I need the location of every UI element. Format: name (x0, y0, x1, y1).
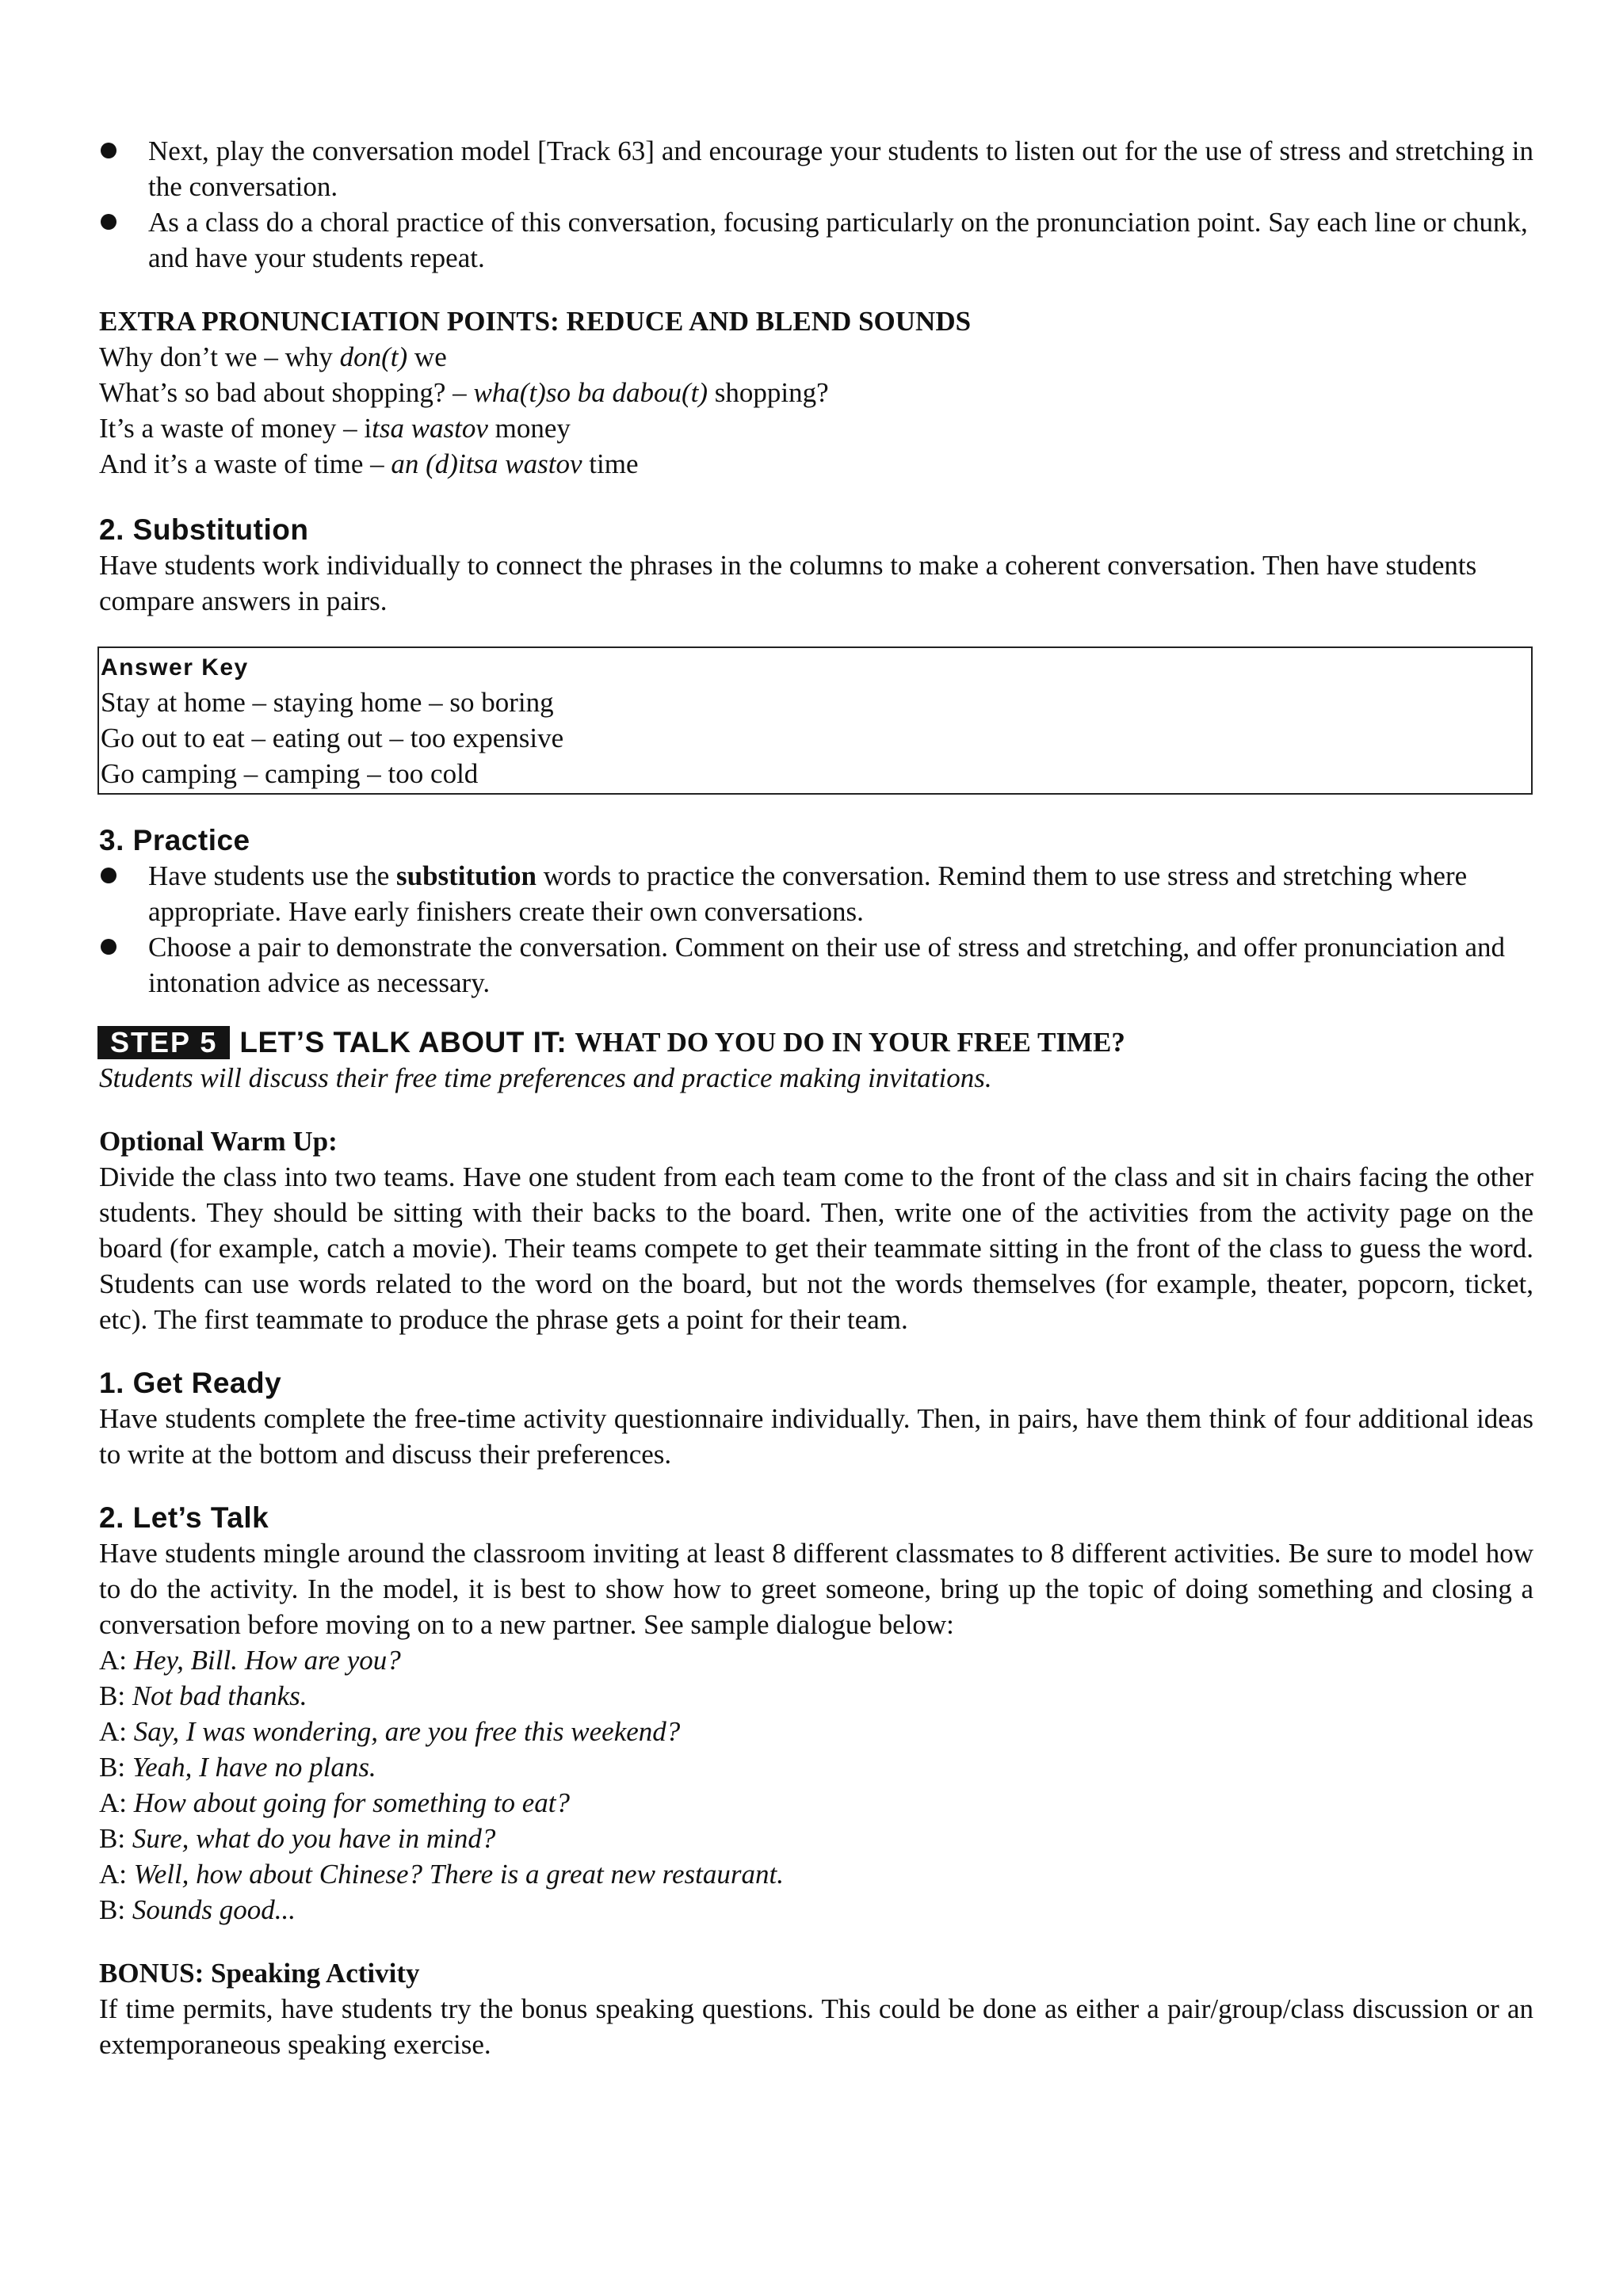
dialogue-line: A: Say, I was wondering, are you free this weekend? (99, 1716, 681, 1747)
intro-bullet-list (99, 133, 1533, 276)
bullet-icon (101, 143, 116, 158)
get-ready-heading: 1. Get Ready (99, 1367, 282, 1399)
pronunciation-line: What’s so bad about shopping? – wha(t)so ba dabou(t) shopping? (99, 377, 829, 408)
answer-key-line: Go camping – camping – too cold (101, 758, 479, 789)
warmup-text: Divide the class into two teams. Have one student from each team come to the front of the class and sit in chairs facing the other students. They should be sitting with their backs to the board. Then, write one of the activities from the activity page on the board (for example, catch a movie). Their teams compete to get their teammate sitting in the front of the class to guess the word. Students can use words related to the word on the board, but not the words themselves (for example, theater, popcorn, ticket, etc). The first teammate to produce the phrase gets a point for their team. (99, 1161, 1533, 1335)
substitution-heading: 2. Substitution (99, 513, 309, 546)
lets-talk-text: Have students mingle around the classroom inviting at least 8 different classmates to 8 different activities. Be sure to model how to do the activity. In the model, it is best to show how to greet someone, bring up the topic of doing something and closing a conversation before moving on to a new partner. See sample dialogue below: (99, 1538, 1533, 1640)
dialogue-line: B: Sure, what do you have in mind? (99, 1823, 496, 1854)
list-item: Next, play the conversation model [Track 63] and encourage your students to listen out for the use of stress and stretching in the conversation. (99, 133, 1533, 204)
answer-key-line: Stay at home – staying home – so boring (101, 687, 554, 718)
dialogue-line: B: Not bad thanks. (99, 1680, 307, 1711)
bonus-text: If time permits, have students try the bonus speaking questions. This could be done as either a pair/group/class discussion or an extemporaneous speaking exercise. (99, 1993, 1533, 2060)
bonus-heading: BONUS: Speaking Activity (99, 1958, 420, 1989)
dialogue-line: B: Yeah, I have no plans. (99, 1752, 376, 1783)
get-ready-text: Have students complete the free-time activity questionnaire individually. Then, in pairs, have them think of four additional ideas to write at the bottom and discuss their preferences. (99, 1403, 1533, 1470)
list-item: Choose a pair to demonstrate the conversation. Comment on their use of stress and stretching, and offer pronunciation and intonation advice as necessary. (99, 929, 1533, 1001)
pronunciation-line: It’s a waste of money – itsa wastov money (99, 413, 571, 444)
step5-intro: Students will discuss their free time preferences and practice making invitations. (99, 1062, 992, 1093)
list-item: As a class do a choral practice of this conversation, focusing particularly on the pronunciation point. Say each line or chunk, and have your students repeat. (99, 204, 1533, 276)
lets-talk-heading: 2. Let’s Talk (99, 1501, 269, 1534)
practice-bullet-list (99, 858, 1533, 1001)
answer-key-box (97, 646, 1533, 795)
dialogue-line: A: How about going for something to eat? (99, 1787, 571, 1818)
dialogue-line: A: Hey, Bill. How are you? (99, 1645, 401, 1676)
bullet-icon (101, 939, 116, 955)
bullet-icon (101, 868, 116, 883)
step-subtitle: WHAT DO YOU DO IN YOUR FREE TIME? (575, 1027, 1125, 1058)
practice-heading: 3. Practice (99, 824, 250, 856)
bullet-icon (101, 214, 116, 230)
pronunciation-line: Why don’t we – why don(t) we (99, 341, 447, 372)
sample-dialogue (99, 1642, 1533, 1928)
substitution-text: Have students work individually to connect the phrases in the columns to make a coherent conversation. Then have students compare answers in pairs. (99, 550, 1477, 616)
warmup-heading: Optional Warm Up: (99, 1126, 338, 1157)
step-badge: STEP 5 (97, 1026, 230, 1059)
dialogue-line: A: Well, how about Chinese? There is a great new restaurant. (99, 1859, 784, 1890)
answer-key-line: Go out to eat – eating out – too expensive (101, 723, 564, 753)
dialogue-line: B: Sounds good... (99, 1894, 296, 1925)
step-title: LET’S TALK ABOUT IT: (239, 1026, 567, 1058)
answer-key-title: Answer Key (101, 654, 249, 681)
list-item: Have students use the substitution words to practice the conversation. Remind them to use stress and stretching where appropriate. Have early finishers create their own conversations. (99, 858, 1533, 929)
pronunciation-line: And it’s a waste of time – an (d)itsa wastov time (99, 448, 639, 479)
document-page (99, 133, 1533, 2062)
extra-pronunciation-heading: EXTRA PRONUNCIATION POINTS: REDUCE AND BLEND SOUNDS (99, 306, 972, 337)
step5-header (99, 1024, 1533, 1060)
